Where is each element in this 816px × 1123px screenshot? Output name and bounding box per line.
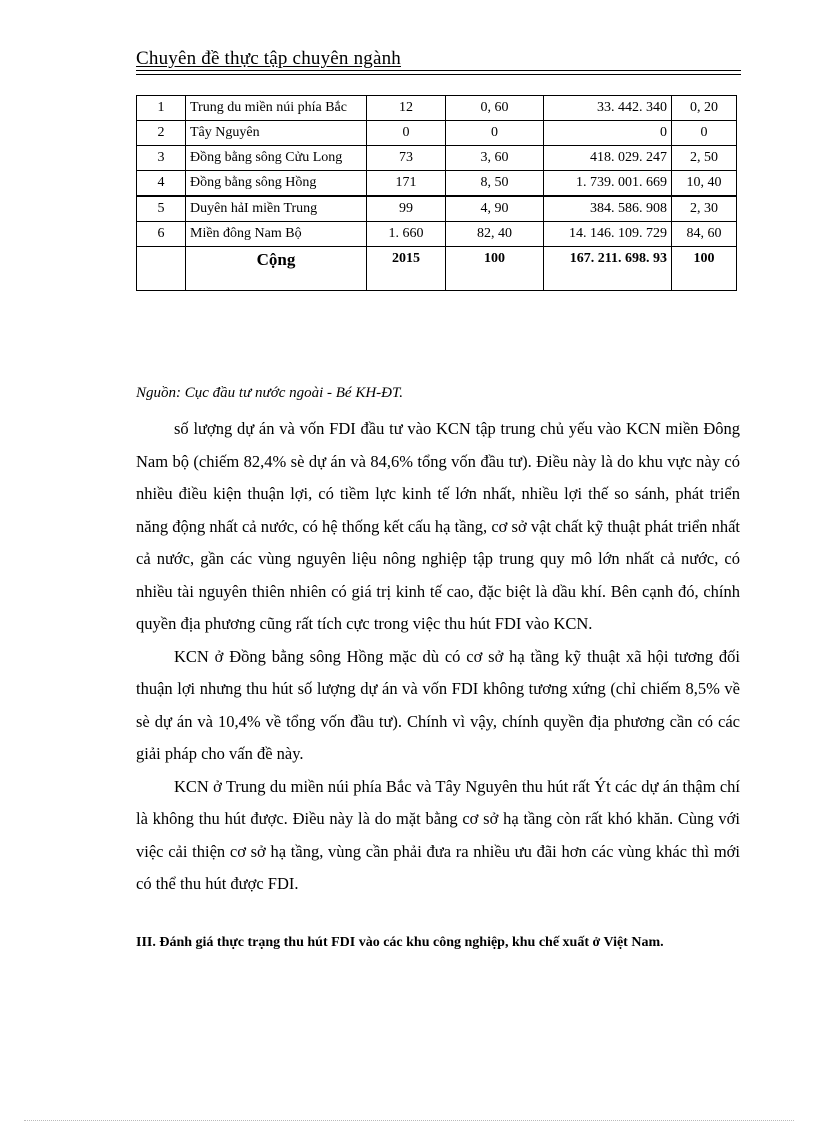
- row-number: 5: [137, 196, 186, 222]
- capital-amount: 384. 586. 908: [544, 196, 672, 222]
- table-row: [137, 222, 737, 247]
- table-row: [137, 146, 737, 171]
- capital-percent: 10, 40: [672, 171, 737, 197]
- fdi-region-table: [136, 95, 737, 291]
- table-row: [137, 196, 737, 222]
- total-projects: 2015: [367, 247, 446, 291]
- capital-percent: 0: [672, 121, 737, 146]
- total-capital-percent: 100: [672, 247, 737, 291]
- region-name: Duyên hảI miền Trung: [186, 196, 367, 222]
- capital-percent: 2, 50: [672, 146, 737, 171]
- project-count: 73: [367, 146, 446, 171]
- project-percent: 8, 50: [446, 171, 544, 197]
- capital-amount: 418. 029. 247: [544, 146, 672, 171]
- project-count: 0: [367, 121, 446, 146]
- paragraph: KCN ở Trung du miền núi phía Bắc và Tây Nguyên thu hút rất Ýt các dự án thậm chí là không thu hút được. Điều này là do mặt bằng cơ sở hạ tầng còn rất khó khăn. Cùng với việc cải thiện cơ sở hạ tầng, vùng cần phải đưa ra nhiều ưu đãi hơn các vùng khác thì mới có thể thu hút được FDI.: [136, 776, 740, 893]
- row-number: 4: [137, 171, 186, 197]
- capital-amount: 1. 739. 001. 669: [544, 171, 672, 197]
- row-number: 1: [137, 96, 186, 121]
- capital-amount: 14. 146. 109. 729: [544, 222, 672, 247]
- row-number: 2: [137, 121, 186, 146]
- project-count: 12: [367, 96, 446, 121]
- region-name: Trung du miền núi phía Bắc: [186, 96, 367, 121]
- capital-percent: 0, 20: [672, 96, 737, 121]
- project-count: 171: [367, 171, 446, 197]
- table-source-note: Nguồn: Cục đầu tư nước ngoài - Bé KH-ĐT.: [136, 385, 403, 401]
- total-label: Cộng: [186, 247, 367, 291]
- row-number: 6: [137, 222, 186, 247]
- capital-percent: 84, 60: [672, 222, 737, 247]
- total-project-percent: 100: [446, 247, 544, 291]
- page-header: [136, 48, 741, 70]
- header-rule: [136, 70, 741, 71]
- header-rule-double: [136, 74, 741, 75]
- project-percent: 82, 40: [446, 222, 544, 247]
- body-text: [136, 413, 740, 901]
- region-name: Đồng bằng sông Cửu Long: [186, 146, 367, 171]
- project-percent: 0: [446, 121, 544, 146]
- page-bottom-dotted-line: [24, 1120, 794, 1121]
- capital-amount: 33. 442. 340: [544, 96, 672, 121]
- table-row: [137, 171, 737, 197]
- project-percent: 3, 60: [446, 146, 544, 171]
- section-heading: III. Đánh giá thực trạng thu hút FDI vào các khu công nghiệp, khu chế xuất ở Việt Nam.: [136, 935, 664, 950]
- total-capital: 167. 211. 698. 93: [544, 247, 672, 291]
- project-count: 99: [367, 196, 446, 222]
- table-total-row: [137, 247, 737, 291]
- table-row: [137, 121, 737, 146]
- row-number: 3: [137, 146, 186, 171]
- project-percent: 0, 60: [446, 96, 544, 121]
- project-percent: 4, 90: [446, 196, 544, 222]
- total-empty-cell: [137, 247, 186, 291]
- capital-percent: 2, 30: [672, 196, 737, 222]
- region-name: Tây Nguyên: [186, 121, 367, 146]
- table-row: [137, 96, 737, 121]
- project-count: 1. 660: [367, 222, 446, 247]
- paragraph: số lượng dự án và vốn FDI đầu tư vào KCN tập trung chủ yếu vào KCN miền Đông Nam bộ (chiếm 82,4% sè dự án và 84,6% tổng vốn đầu tư). Điều này là do khu vực này có nhiều điều kiện thuận lợi, có tiềm lực kinh tế lớn nhất, nhiều lợi thế so sánh, phát triển năng động nhất cả nước, có hệ thống kết cấu hạ tầng, cơ sở vật chất kỹ thuật phát triển nhất cả nước, gần các vùng nguyên liệu nông nghiệp tập trung quy mô lớn nhất cả nước, có nhiều tài nguyên thiên nhiên có giá trị kinh tế cao, đặc biệt là dầu khí. Bên cạnh đó, chính quyền địa phương cũng rất tích cực trong việc thu hút FDI vào KCN.: [136, 419, 740, 633]
- region-name: Miền đông Nam Bộ: [186, 222, 367, 247]
- header-title: Chuyên đề thực tập chuyên ngành: [136, 48, 402, 69]
- region-name: Đồng bằng sông Hồng: [186, 171, 367, 197]
- paragraph: KCN ở Đồng bằng sông Hồng mặc dù có cơ sở hạ tầng kỹ thuật xã hội tương đối thuận lợi nhưng thu hút số lượng dự án và vốn FDI không tương xứng (chỉ chiếm 8,5% về sè dự án và 10,4% về tổng vốn đầu tư). Chính vì vậy, chính quyền địa phương cần có các giải pháp cho vấn đề này.: [136, 646, 740, 763]
- capital-amount: 0: [544, 121, 672, 146]
